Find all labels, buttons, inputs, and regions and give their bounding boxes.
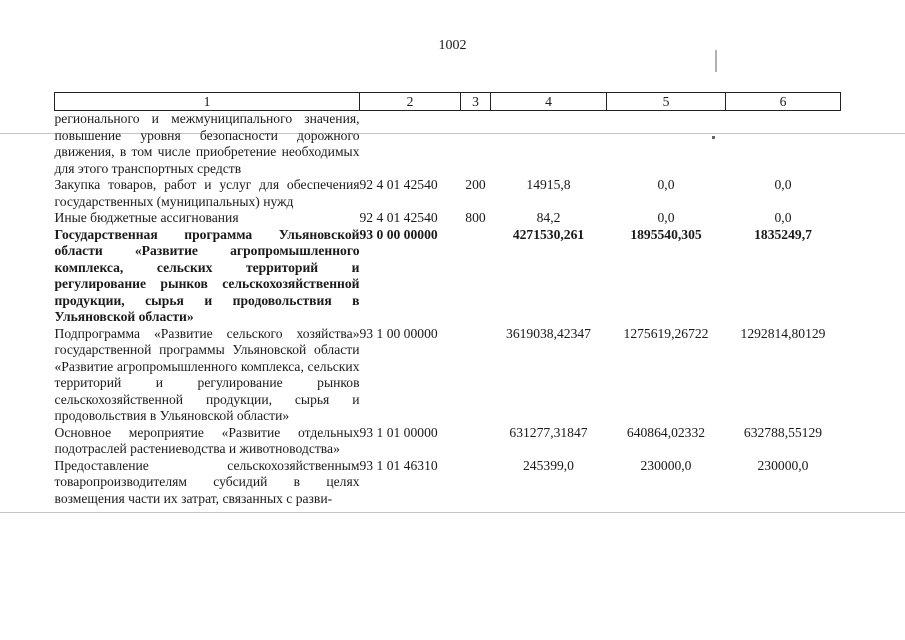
row-value-2: 230000,0 — [640, 457, 692, 473]
budget-table — [54, 92, 841, 507]
table-header-row — [55, 93, 841, 111]
row-value-1: 84,2 — [536, 210, 561, 225]
row-value-1: 4271530,261 — [512, 226, 585, 242]
table-row — [55, 425, 841, 458]
scan-artifact-line — [0, 512, 905, 513]
column-header: 4 — [491, 93, 607, 111]
row-value-2: 1275619,26722 — [623, 325, 709, 341]
row-code: 93 1 00 00000 — [359, 325, 438, 341]
row-name: Закупка товаров, работ и услуг для обеспечения государственных (муниципальных) нужд — [54, 177, 360, 209]
row-name: Подпрограмма «Развитие сельского хозяйства» государственной программы Ульяновской области «Развитие агропромышленного комплекса, сельских территорий и регулирование рынков сельскохозяйственной продукции, сырья и продовольствия в Ульяновской области» — [54, 325, 360, 423]
row-value-1: 14915,8 — [526, 177, 571, 192]
table-row — [55, 326, 841, 425]
row-value-2 — [607, 111, 726, 178]
row-name: Иные бюджетные ассигнования — [54, 210, 239, 225]
row-type — [461, 425, 491, 458]
table-row — [55, 227, 841, 326]
column-header: 6 — [726, 93, 841, 111]
row-value-2: 0,0 — [657, 210, 675, 225]
row-type — [461, 227, 491, 326]
row-code — [360, 111, 461, 178]
table-row — [55, 210, 841, 227]
table-row — [55, 177, 841, 210]
row-value-2: 640864,02332 — [626, 424, 706, 440]
row-value-3 — [726, 111, 841, 178]
row-value-3: 1292814,80129 — [740, 325, 826, 341]
row-code: 92 4 01 42540 — [359, 210, 438, 225]
row-code: 93 1 01 46310 — [359, 457, 438, 473]
row-name: Государственная программа Ульяновской области «Развитие агропромышленного комплекса, сельских территорий и регулирование рынков сельскохозяйственной продукции, сырья и продовольствия в Ульяновской области» — [54, 226, 360, 324]
row-value-3: 0,0 — [774, 177, 792, 192]
row-value-3: 230000,0 — [757, 457, 809, 473]
row-name: Предоставление сельскохозяйственным товаропроизводителям субсидий в целях возмещения части их затрат, связанных с разви- — [54, 457, 360, 506]
row-code: 93 1 01 00000 — [359, 424, 438, 440]
row-name: Основное мероприятие «Развитие отдельных подотраслей растениеводства и животноводства» — [54, 424, 360, 456]
row-value-3: 632788,55129 — [743, 424, 823, 440]
row-value-1 — [491, 111, 607, 178]
row-value-1: 631277,31847 — [509, 424, 588, 440]
row-value-1: 3619038,42347 — [506, 325, 591, 341]
row-type — [461, 458, 491, 508]
row-value-3: 1835249,7 — [754, 226, 812, 242]
row-type: 200 — [465, 177, 486, 192]
row-type: 800 — [465, 210, 486, 225]
row-value-3: 0,0 — [774, 210, 792, 225]
row-code: 92 4 01 42540 — [359, 177, 438, 192]
column-header: 2 — [360, 93, 461, 111]
row-type — [461, 326, 491, 425]
column-header: 1 — [55, 93, 360, 111]
table-row — [55, 458, 841, 508]
row-value-1: 245399,0 — [523, 457, 574, 473]
column-header: 5 — [607, 93, 726, 111]
scan-artifact-speck — [715, 50, 717, 72]
row-code: 93 0 00 00000 — [359, 226, 438, 242]
row-value-2: 0,0 — [657, 177, 675, 192]
page-number: 1002 — [438, 38, 467, 53]
column-header: 3 — [461, 93, 491, 111]
row-name: регионального и межмуниципального значения, повышение уровня безопасности дорожного движения, в том числе приобретение необходимых для этого транспортных средств — [54, 111, 360, 176]
row-value-2: 1895540,305 — [630, 226, 702, 242]
table-row — [55, 111, 841, 178]
row-type — [461, 111, 491, 178]
